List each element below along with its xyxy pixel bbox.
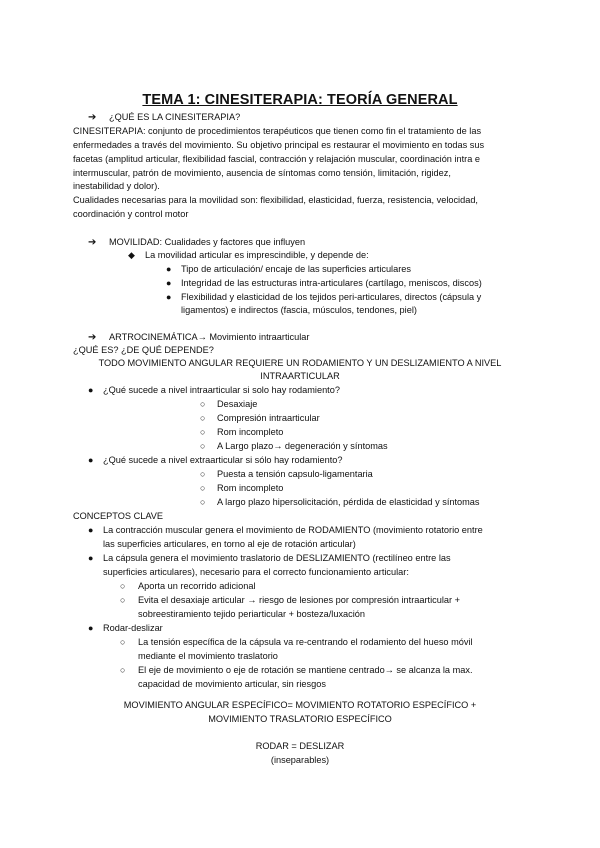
artro-statement: TODO MOVIMIENTO ANGULAR REQUIERE UN RODAMIENTO Y UN DESLIZAMIENTO A NIVEL [98, 358, 502, 368]
qualities-line: coordinación y control motor [73, 209, 189, 219]
list-item: Evita el desaxiaje articular → riesgo de lesiones por compresión intraarticular + [138, 595, 460, 605]
q2: ¿Qué sucede a nivel extraarticular si sólo hay rodamiento? [103, 455, 343, 465]
concept-line: superficies articulares), necesario para el correcto funcionamiento articular: [103, 567, 409, 577]
circle-icon: ○ [200, 399, 206, 409]
conceptos-heading: CONCEPTOS CLAVE [73, 511, 164, 521]
list-item: Compresión intraarticular [217, 413, 320, 423]
section-question: ¿QUÉ ES LA CINESITERAPIA? [109, 112, 241, 122]
arrow-icon: ➔ [88, 237, 97, 248]
bullet-icon: ● [166, 278, 172, 288]
arrow-icon: ➔ [88, 112, 97, 123]
bullet-icon: ● [88, 385, 94, 395]
rodar-line: RODAR = DESLIZAR [255, 741, 345, 751]
list-item-continuation: sobreestiramiento tejido periarticular + bosteza/luxación [138, 609, 366, 619]
formula-line: MOVIMIENTO TRASLATORIO ESPECÍFICO [208, 714, 392, 724]
list-item: A Largo plazo→ degeneración y síntomas [217, 441, 388, 451]
list-item: Desaxiaje [217, 399, 258, 409]
circle-icon: ○ [200, 469, 206, 479]
circle-icon: ○ [120, 595, 126, 605]
list-item-continuation: ligamentos) e indirectos (fascia, músculos, tendones, piel) [181, 305, 417, 315]
list-item: Rom incompleto [217, 483, 284, 493]
bullet-icon: ● [88, 553, 94, 563]
rodar-line: (inseparables) [270, 755, 330, 765]
bullet-icon: ● [166, 264, 172, 274]
definition-line: inestabilidad y dolor). [73, 181, 160, 191]
circle-icon: ○ [200, 413, 206, 423]
list-item: A largo plazo hipersolicitación, pérdida de elasticidad y síntomas [217, 497, 480, 507]
list-item: El eje de movimiento o eje de rotación se mantiene centrado→ se alcanza la max. [138, 665, 473, 675]
list-item-continuation: mediante el movimiento traslatorio [138, 651, 278, 661]
concept-line: Rodar-deslizar [103, 623, 163, 633]
artro-question: ¿QUÉ ES? ¿DE QUÉ DEPENDE? [73, 345, 214, 355]
list-item: La tensión específica de la cápsula va re-centrando el rodamiento del hueso móvil [138, 637, 473, 647]
page-title: TEMA 1: CINESITERAPIA: TEORÍA GENERAL [142, 92, 458, 108]
circle-icon: ○ [200, 497, 206, 507]
artro-heading: ARTROCINEMÁTICA→ Movimiento intraarticular [109, 332, 310, 342]
circle-icon: ○ [200, 427, 206, 437]
circle-icon: ○ [120, 581, 126, 591]
circle-icon: ○ [120, 637, 126, 647]
circle-icon: ○ [120, 665, 126, 675]
definition-line: CINESITERAPIA: conjunto de procedimientos terapéuticos que tienen como fin el tratamiento de las [73, 126, 482, 136]
list-item: Puesta a tensión capsulo-ligamentaria [217, 469, 373, 479]
q1: ¿Qué sucede a nivel intraarticular si solo hay rodamiento? [103, 385, 340, 395]
bullet-icon: ● [88, 525, 94, 535]
definition-line: enfermedades a través del movimiento. Su objetivo principal es restaurar el movimiento en todas sus [73, 140, 485, 150]
definition-line: intermuscular, patrón de movimiento, ausencia de síntomas como tensión, limitación, rigidez, [73, 168, 451, 178]
movilidad-heading: MOVILIDAD: Cualidades y factores que influyen [109, 237, 306, 247]
bullet-icon: ● [166, 292, 172, 302]
arrow-icon: ➔ [88, 332, 97, 343]
list-item: Rom incompleto [217, 427, 284, 437]
concept-line: La cápsula genera el movimiento traslatorio de DESLIZAMIENTO (rectilíneo entre las [103, 553, 451, 563]
circle-icon: ○ [200, 441, 206, 451]
diamond-icon: ◆ [128, 250, 135, 260]
bullet-icon: ● [88, 623, 94, 633]
list-item: Aporta un recorrido adicional [138, 581, 256, 591]
concept-line: las superficies articulares, en torno al eje de rotación articular) [103, 539, 356, 549]
concept-line: La contracción muscular genera el movimiento de RODAMIENTO (movimiento rotatorio entre [103, 525, 483, 535]
artro-statement: INTRAARTICULAR [260, 371, 340, 381]
circle-icon: ○ [200, 483, 206, 493]
qualities-line: Cualidades necesarias para la movilidad son: flexibilidad, elasticidad, fuerza, resistencia, velocidad, [73, 195, 478, 205]
definition-line: facetas (amplitud articular, flexibilidad fascial, contracción y relajación muscular, coordinación intra e [73, 154, 480, 164]
list-item-continuation: capacidad de movimiento articular, sin riesgos [138, 679, 326, 689]
diamond-item: La movilidad articular es imprescindible, y depende de: [145, 250, 369, 260]
bullet-icon: ● [88, 455, 94, 465]
list-item: Flexibilidad y elasticidad de los tejidos peri-articulares, directos (cápsula y [181, 292, 482, 302]
list-item: Integridad de las estructuras intra-articulares (cartílago, meniscos, discos) [181, 278, 482, 288]
list-item: Tipo de articulación/ encaje de las superficies articulares [181, 264, 411, 274]
formula-line: MOVIMIENTO ANGULAR ESPECÍFICO= MOVIMIENTO ROTATORIO ESPECÍFICO + [123, 700, 477, 710]
